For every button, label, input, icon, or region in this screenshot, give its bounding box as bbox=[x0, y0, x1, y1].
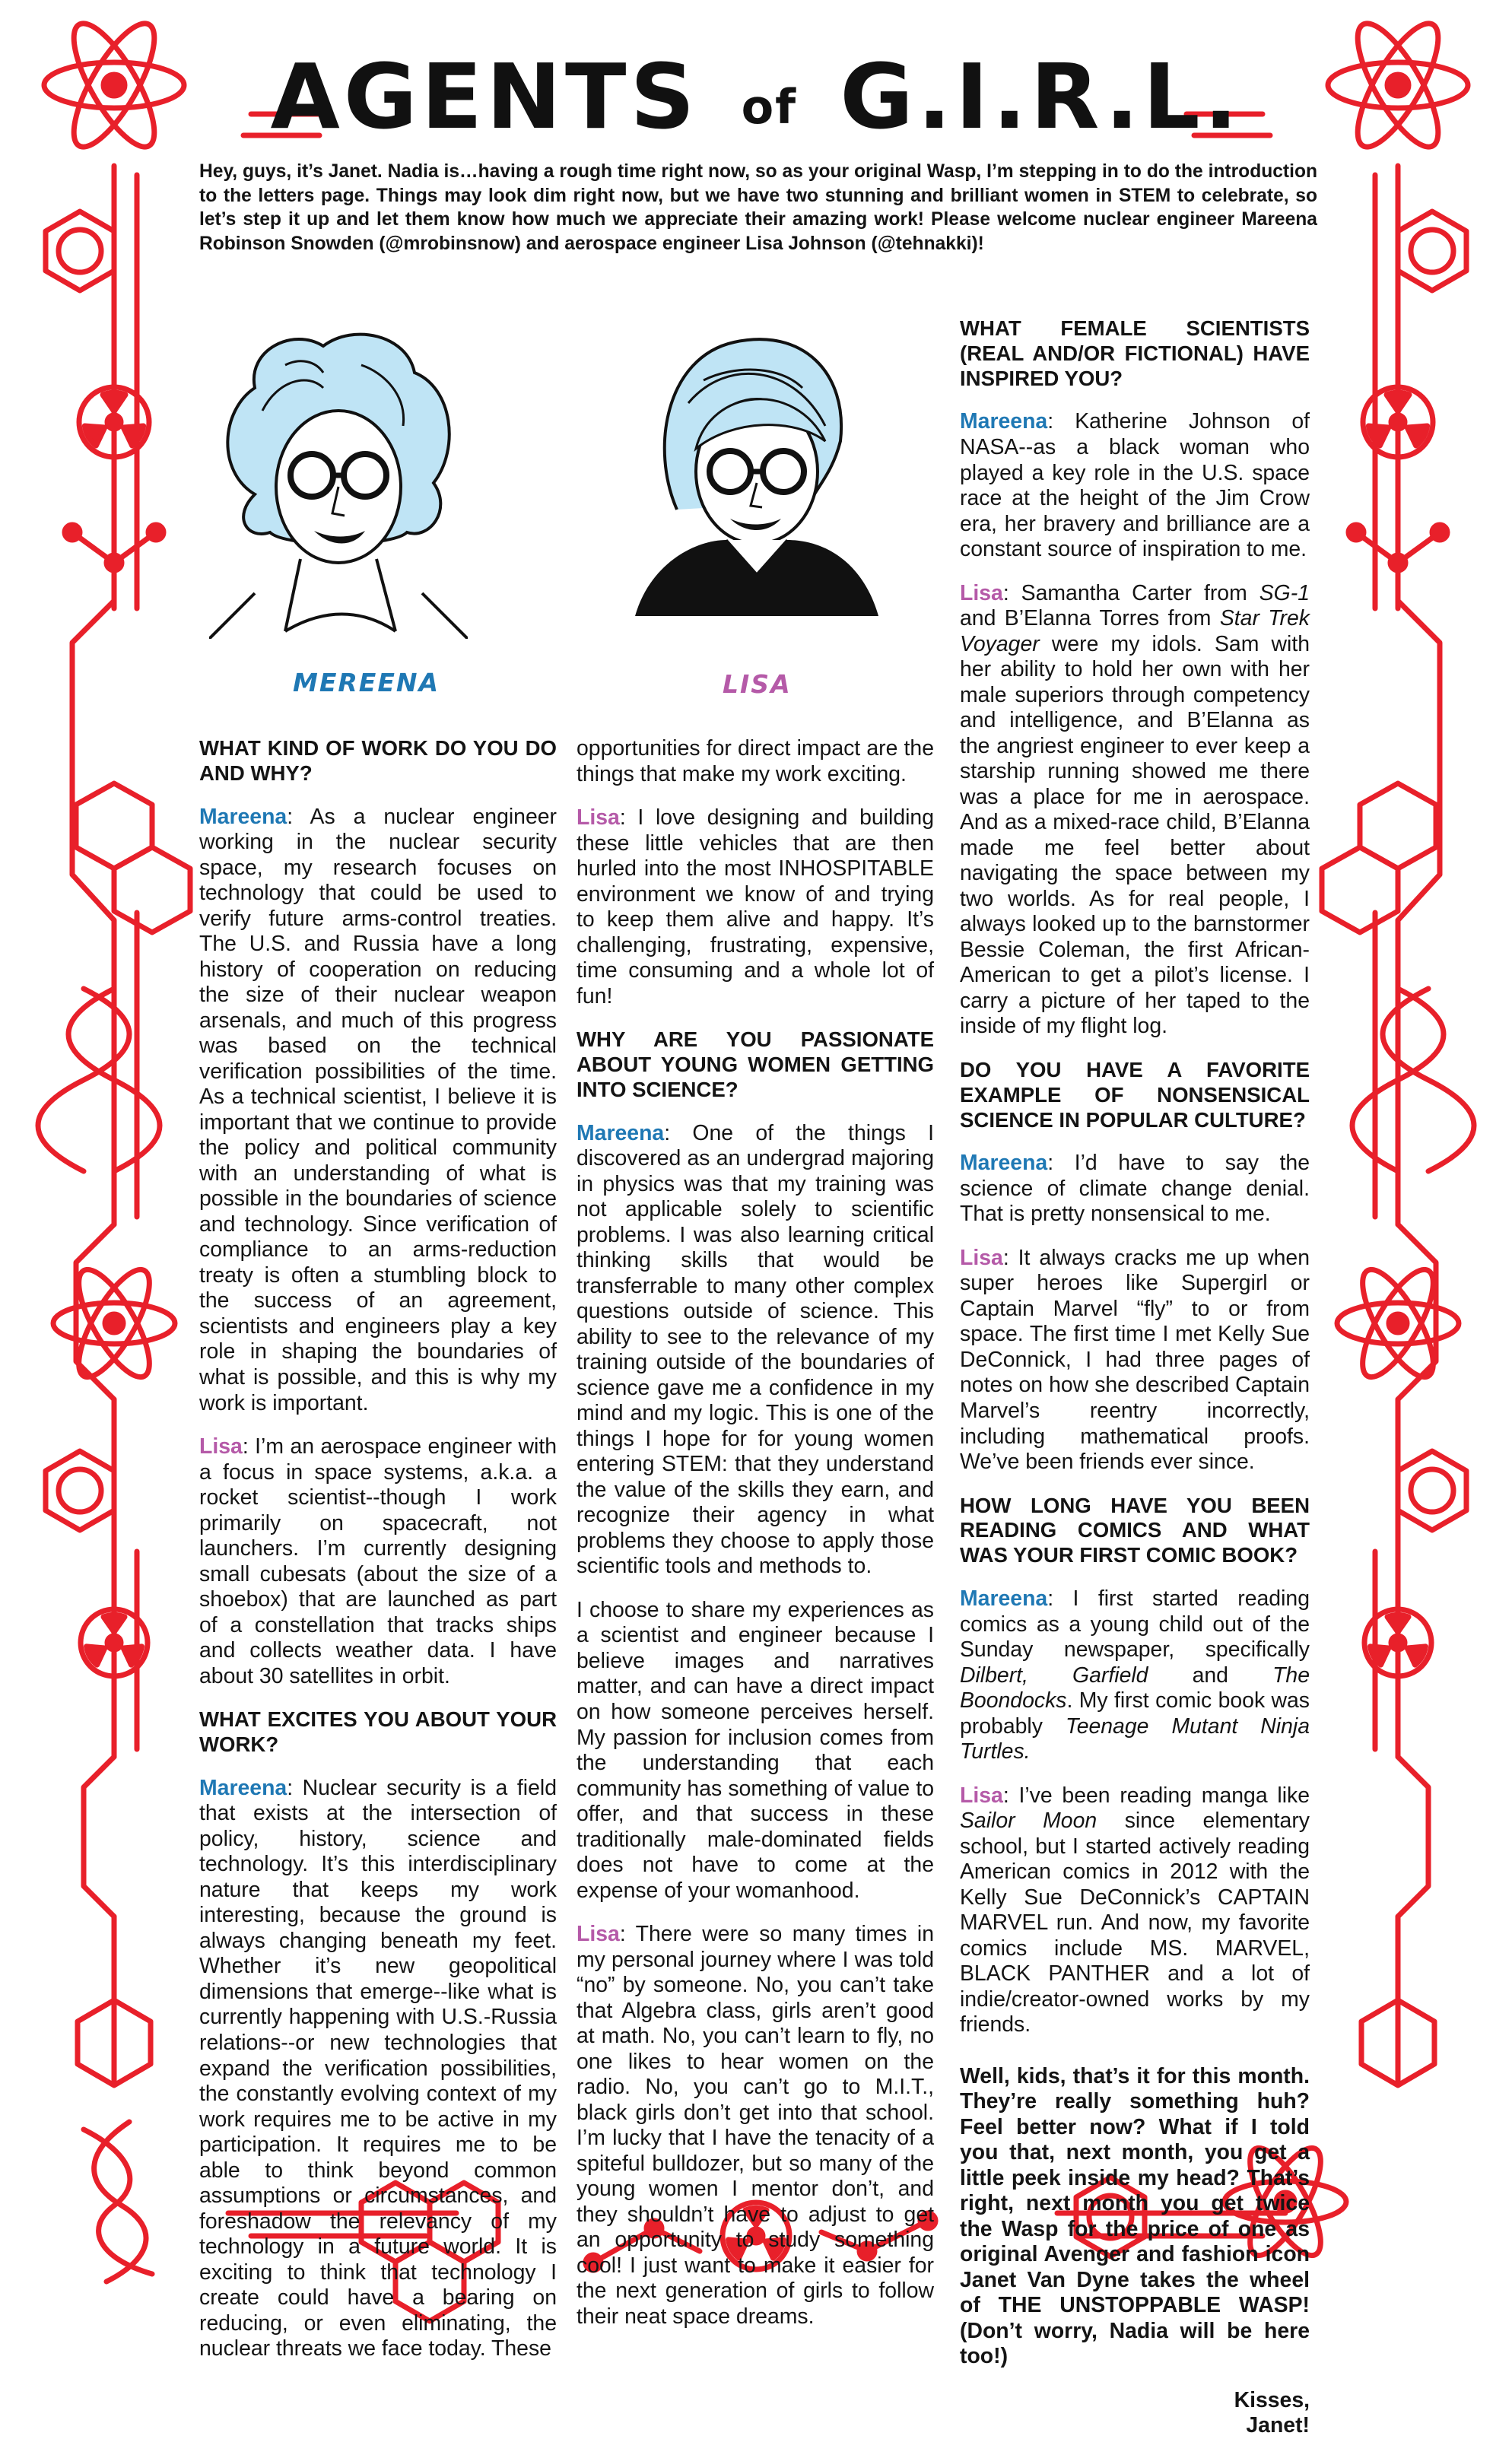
answer-paragraph bbox=[199, 1434, 557, 1689]
answer-paragraph bbox=[960, 1246, 1310, 1475]
speaker-name: Lisa bbox=[577, 1922, 620, 1947]
mareena-portrait bbox=[209, 319, 468, 639]
answer-text: : As a nuclear engineer working in the nuclear security space, my research focuses on technology that could be used to verify future arms-control treaties. The U.S. and Russia have a long history of cooperation on reducing the size of their nuclear weapon arsenals, and much of this progress was based on the technical verification possibilities of the time. As a technical scientist, I believe it is important that we continue to provide the policy and political community with an understanding of what is possible in the boundaries of science and technology. Since verification of compliance to an arms-reduction treaty is often a stumbling block to the success of an agreement, scientists and engineers play a key role in shaping the boundaries of what is possible, and this is why my work is important. bbox=[199, 804, 557, 1415]
answer-paragraph bbox=[199, 1776, 557, 2362]
answer-paragraph bbox=[960, 1151, 1310, 1227]
benzene-ring-icon bbox=[1398, 211, 1466, 291]
speaker-name: Lisa bbox=[960, 580, 1003, 605]
signature-kisses: Kisses, bbox=[1234, 2387, 1310, 2412]
question-heading: HOW LONG HAVE YOU BEEN READING COMICS AND WHAT WAS YOUR FIRST COMIC BOOK? bbox=[960, 1493, 1310, 1567]
answer-paragraph bbox=[577, 1121, 934, 1580]
answer-paragraph bbox=[577, 805, 934, 1009]
answer-paragraph: Lisa: Samantha Carter from SG-1 and B’Elanna Torres from Star Trek Voyager were my idols. Sam with her ability to hold her own with her male superiors through competency and intelligence, and B’Elanna as the angriest engineer to ever keep a starship running showed me there was a place for me in aerospace. And as a mixed-race child, B’Elanna made me feel better about navigating the space between my two worlds. As for real people, I always looked up to the barnstormer Bessie Coleman, the first African-American to get a pilot’s license. I carry a picture of her taped to the inside of my flight log. bbox=[960, 580, 1310, 1039]
column-1 bbox=[199, 736, 557, 2380]
answer-paragraph bbox=[577, 1922, 934, 2329]
page-title bbox=[0, 44, 1512, 149]
answer-paragraph: opportunities for direct impact are the things that make my work exciting. bbox=[577, 736, 934, 786]
question-heading: WHAT FEMALE SCIENTISTS (REAL AND/OR FICTIONAL) HAVE INSPIRED YOU? bbox=[960, 316, 1310, 390]
outro-paragraph: Well, kids, that’s it for this month. They’re really something huh? Feel better now? What if I told you that, next month, you get a little peek inside my head? That’s right, next month you get twice the Wasp for the price of one as original Avenger and fashion icon Janet Van Dyne takes the wheel of THE UNSTOPPABLE WASP! (Don’t worry, Nadia will be here too!) bbox=[960, 2063, 1310, 2369]
question-heading: WHY ARE YOU PASSIONATE ABOUT YOUNG WOMEN GETTING INTO SCIENCE? bbox=[577, 1027, 934, 1101]
speaker-name: Mareena bbox=[199, 804, 287, 829]
speaker-name: Mareena bbox=[960, 1151, 1048, 1176]
speaker-name: Lisa bbox=[960, 1245, 1003, 1270]
column-2 bbox=[577, 736, 934, 2348]
question-heading: DO YOU HAVE A FAVORITE EXAMPLE OF NONSENSICAL SCIENCE IN POPULAR CULTURE? bbox=[960, 1057, 1310, 1132]
speaker-name: Mareena bbox=[577, 1120, 665, 1145]
title-tail: G.I.R.L. bbox=[840, 44, 1242, 149]
benzene-ring-icon bbox=[46, 1451, 114, 1530]
answer-text: : It always cracks me up when super heroes like Supergirl or Captain Marvel “fly” to or from space. The first time I met Kelly Sue DeConnick, I had three pages of notes on how she described Captain Marvel’s reentry incorrectly, including mathematical proofs. We’ve been friends ever since. bbox=[960, 1245, 1310, 1475]
question-heading: WHAT KIND OF WORK DO YOU DO AND WHY? bbox=[199, 736, 557, 785]
answer-text: : One of the things I discovered as an undergrad majoring in physics was that my training was not applicable solely to scientific problems. I was also learning critical thinking skills that would be transferrable to many other complex questions outside of science. This ability to see to the relevance of my training outside of the boundaries of science gave me a confidence in my mind and my logic. This is one of the things I hope for for young women entering STEM: that they understand the value of the skills they earn, and recognize their agency in what problems they choose to apply those scientific tools and methods to. bbox=[577, 1120, 934, 1579]
title-of: of bbox=[741, 79, 798, 135]
lisa-portrait bbox=[605, 312, 909, 616]
atom-icon bbox=[1337, 1260, 1459, 1386]
column-3 bbox=[960, 316, 1310, 2439]
answer-text: : I’m an aerospace engineer with a focus in space systems, a.k.a. a rocket scientist--though I work primarily on spacecraft, not launchers. I’m currently designing small cubesats (about the size of a shoebox) that are launched as part of a constellation that tracks ships and collects weather data. I have about 30 satellites in orbit. bbox=[199, 1434, 557, 1688]
speaker-name: Lisa bbox=[577, 805, 620, 830]
intro-paragraph: Hey, guys, it’s Janet. Nadia is…having a rough time right now, so as your original Wasp, I’m stepping in to do the introduction to the letters page. Things may look dim right now, but we have two stunning and brilliant women in STEM to celebrate, so let’s step it up and let them know how much we appreciate their amazing work! Please welcome nuclear engineer Mareena Robinson Snowden (@mrobinsnow) and aerospace engineer Lisa Johnson (@tehnakki)! bbox=[199, 161, 1317, 255]
answer-text: : Katherine Johnson of NASA--as a black woman who played a key role in the U.S. space race at the height of the Jim Crow era, her bravery and brilliance are a constant source of inspiration to me. bbox=[960, 409, 1310, 562]
caption-mareena: MEREENA bbox=[293, 668, 440, 697]
title-main: AGENTS bbox=[270, 44, 699, 149]
answer-paragraph: Mareena: I first started reading comics as a young child out of the Sunday newspaper, specifically Dilbert, Garfield and The Boondocks. My first comic book was probably Teenage Mutant Ninja Turtles. bbox=[960, 1586, 1310, 1764]
benzene-ring-icon bbox=[1398, 1451, 1466, 1530]
answer-paragraph bbox=[960, 409, 1310, 562]
speaker-name: Mareena bbox=[960, 409, 1048, 434]
speaker-name: Mareena bbox=[960, 1586, 1048, 1612]
answer-paragraph: I choose to share my experiences as a scientist and engineer because I believe images and narratives matter, and can have a direct impact on how someone perceives herself. My passion for inclusion comes from the understanding that each community has something of value to offer, and that success in these traditionally male-dominated fields does not have to come at the expense of your womanhood. bbox=[577, 1597, 934, 1903]
signature-janet: Janet! bbox=[1246, 2413, 1310, 2438]
answer-paragraph bbox=[199, 805, 557, 1416]
speaker-name: Mareena bbox=[199, 1775, 287, 1800]
answer-text: : I love designing and building these little vehicles that are then hurled into the most INHOSPITABLE environment we know of and trying to keep them alive and happy. It’s challenging, frustrating, expensive, time consuming and a whole lot of fun! bbox=[577, 805, 934, 1008]
speaker-name: Lisa bbox=[960, 1783, 1003, 1808]
caption-lisa: LISA bbox=[723, 669, 792, 699]
answer-text: : I’d have to say the science of climate change denial. That is pretty nonsensical to me. bbox=[960, 1151, 1310, 1227]
answer-paragraph: Lisa: I’ve been reading manga like Sailor Moon since elementary school, but I started actively reading American comics in 2012 with the Kelly Sue DeConnick’s CAPTAIN MARVEL run. And now, my favorite comics include MS. MARVEL, BLACK PANTHER and a lot of indie/creator-owned works by my friends. bbox=[960, 1783, 1310, 2037]
speaker-name: Lisa bbox=[199, 1434, 243, 1459]
atom-icon bbox=[53, 1260, 175, 1386]
answer-text: : Nuclear security is a field that exists at the intersection of policy, history, science and technology. It’s this interdisciplinary nature that keeps my work interesting, because the ground is always changing beneath my feet. Whether it’s new geopolitical dimensions that emerge--like what is currently happening with U.S.-Russia relations--or new technologies that expand the verification possibilities, the constantly evolving context of my work requires me to be active in my participation. It requires me to be able to think beyond common assumptions or circumstances, and foreshadow the relevancy of my technology in a future world. It is exciting to think that technology I create could have a bearing on reducing, or even eliminating, the nuclear threats we face today. These bbox=[199, 1775, 557, 2361]
answer-text: : There were so many times in my personal journey where I was told “no” by someone. No, you can’t take that Algebra class, girls aren’t good at math. No, you can’t learn to fly, no one likes to hear women on the radio. No, you can’t go to M.I.T., black girls don’t get into that school. I’m lucky that I have the tenacity of a spiteful bulldozer, but so many of the young women I mentor don’t, and they shouldn’t have to adjust to get an opportunity to study something cool! I just want to make it easier for the next generation of girls to follow their neat space dreams. bbox=[577, 1922, 934, 2329]
question-heading: WHAT EXCITES YOU ABOUT YOUR WORK? bbox=[199, 1707, 557, 1757]
benzene-ring-icon bbox=[46, 211, 114, 291]
